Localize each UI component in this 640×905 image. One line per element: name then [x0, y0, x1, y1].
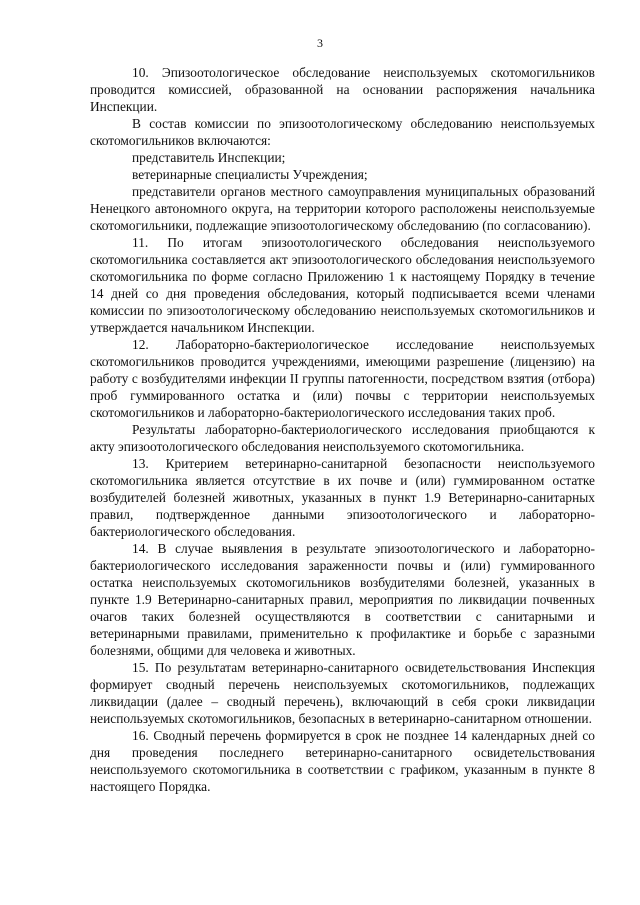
paragraph-commission-composition: В состав комиссии по эпизоотологическому обследованию неиспользуемых скотомогильников включаются: — [90, 116, 595, 148]
paragraph-commission-member-vets: ветеринарные специалисты Учреждения; — [132, 167, 368, 182]
paragraph-11: 11. По итогам эпизоотологического обследования неиспользуемого скотомогильника составляется акт эпизоотологического обследования неиспользуемого скотомогильника по форме согласно Приложению 1 к настоящему Порядку в течение 14 дней со дня проведения обследования, который подписывается всеми членами комиссии по эпизоотологическому обследованию неиспользуемых скотомогильников и утверждается начальником Инспекции. — [90, 235, 595, 335]
document-body — [90, 64, 595, 795]
paragraph-12: 12. Лабораторно-бактериологическое исследование неиспользуемых скотомогильников проводится учреждениями, имеющими разрешение (лицензию) на работу с возбудителями инфекции II группы патогенности, посредством взятия (отбора) проб гуммированного остатка и (или) почвы с территории неиспользуемых скотомогильников и лабораторно-бактериологического исследования таких проб. — [90, 337, 595, 420]
paragraph-commission-member-inspection: представитель Инспекции; — [132, 150, 286, 165]
paragraph-10: 10. Эпизоотологическое обследование неиспользуемых скотомогильников проводится комиссией, образованной на основании распоряжения начальника Инспекции. — [90, 65, 595, 114]
page-number: 3 — [317, 36, 323, 50]
paragraph-15: 15. По результатам ветеринарно-санитарного освидетельствования Инспекция формирует сводный перечень неиспользуемых скотомогильников, подлежащих ликвидации (далее – сводный перечень), включающий в себя сроки ликвидации неиспользуемых скотомогильников, безопасных в ветеринарно-санитарном отношении. — [90, 660, 595, 726]
paragraph-13: 13. Критерием ветеринарно-санитарной безопасности неиспользуемого скотомогильника является отсутствие в их почве и (или) гуммированном остатке возбудителей болезней животных, указанных в пункт 1.9 Ветеринарно-санитарных правил, подтвержденное данными эпизоотологического и лабораторно-бактериологического обследования. — [90, 456, 595, 539]
paragraph-16: 16. Сводный перечень формируется в срок не позднее 14 календарных дней со дня проведения последнего ветеринарно-санитарного освидетельствования неиспользуемого скотомогильника в соответствии с графиком, указанным в пункте 8 настоящего Порядка. — [90, 728, 595, 794]
paragraph-12-results: Результаты лабораторно-бактериологического исследования приобщаются к акту эпизоотологического обследования неиспользуемого скотомогильника. — [90, 422, 595, 454]
paragraph-commission-member-local-gov: представители органов местного самоуправления муниципальных образований Ненецкого автономного округа, на территории которого расположены неиспользуемые скотомогильники, подлежащие эпизоотологическому обследованию (по согласованию). — [90, 184, 595, 233]
paragraph-14: 14. В случае выявления в результате эпизоотологического и лабораторно-бактериологического исследования зараженности почвы и (или) гуммированного остатка неиспользуемых скотомогильников возбудителями болезней, указанных в пункте 1.9 Ветеринарно-санитарных правил, мероприятия по ликвидации почвенных очагов таких болезней осуществляются в соответствии с санитарными и ветеринарными правилами, применительно к профилактике и борьбе с заразными болезнями, общими для человека и животных. — [90, 541, 595, 658]
